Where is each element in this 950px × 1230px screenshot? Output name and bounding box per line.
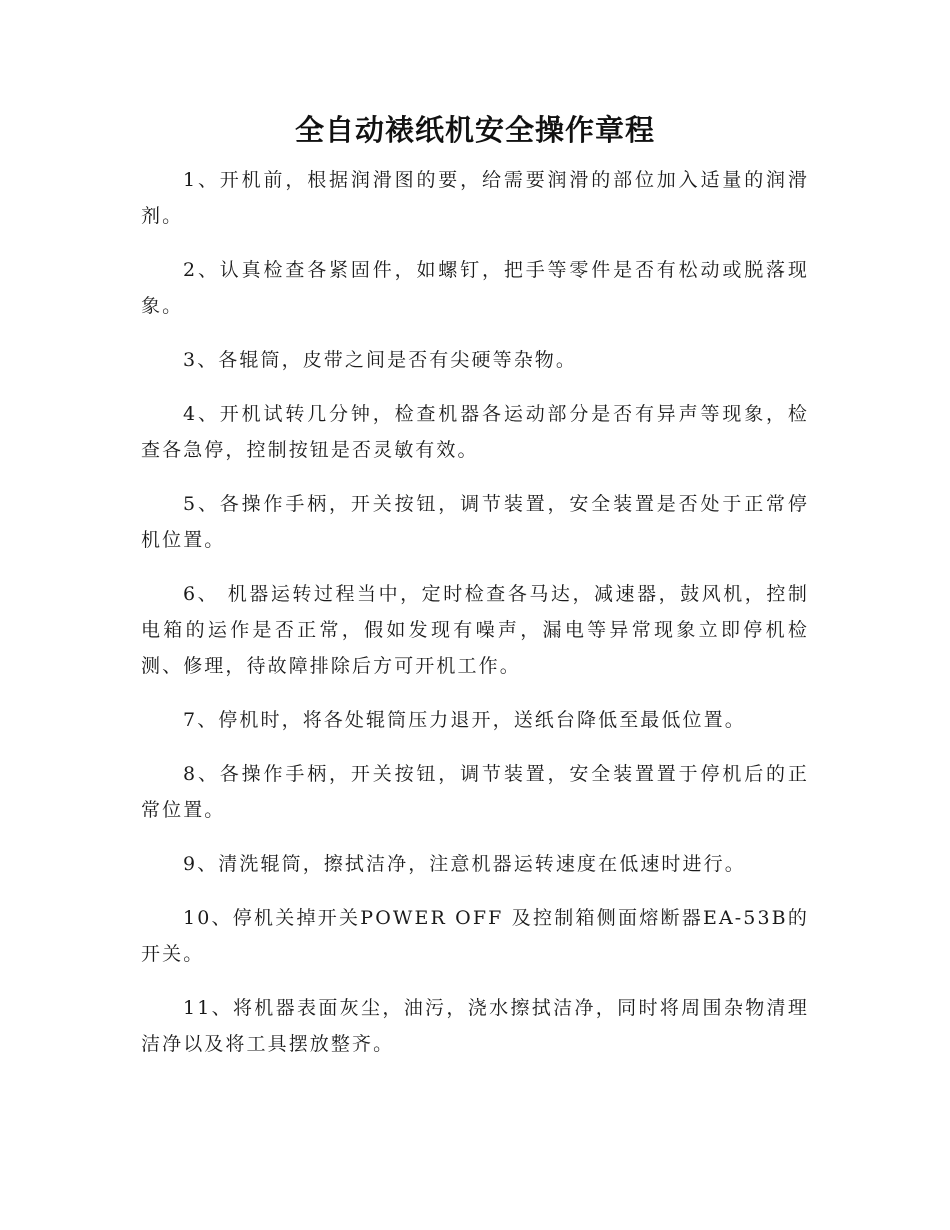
paragraph-8: 8、各操作手柄，开关按钮，调节装置，安全装置置于停机后的正常位置。	[141, 763, 809, 821]
paragraph-1: 1、开机前，根据润滑图的要，给需要润滑的部位加入适量的润滑剂。	[141, 169, 809, 227]
paragraph-11: 11、将机器表面灰尘，油污，浇水擦拭洁净，同时将周围杂物清理洁净以及将工具摆放整齐。	[141, 997, 809, 1055]
paragraph-9: 9、清洗辊筒，擦拭洁净，注意机器运转速度在低速时进行。	[183, 853, 746, 875]
paragraph-2: 2、认真检查各紧固件，如螺钉，把手等零件是否有松动或脱落现象。	[141, 259, 809, 317]
document-title: 全自动裱纸机安全操作章程	[294, 113, 655, 147]
document-body	[141, 162, 809, 1080]
paragraph-4: 4、开机试转几分钟，检查机器各运动部分是否有异声等现象，检查各急停，控制按钮是否灵敏有效。	[141, 403, 809, 461]
paragraph-3: 3、各辊筒，皮带之间是否有尖硬等杂物。	[183, 349, 577, 371]
paragraph-5: 5、各操作手柄，开关按钮，调节装置，安全装置是否处于正常停机位置。	[141, 493, 809, 551]
paragraph-10: 10、停机关掉开关POWER OFF 及控制箱侧面熔断器EA-53B的开关。	[141, 907, 809, 965]
paragraph-7: 7、停机时，将各处辊筒压力退开，送纸台降低至最低位置。	[183, 709, 746, 731]
paragraph-6: 6、 机器运转过程当中，定时检查各马达，减速器，鼓风机，控制电箱的运作是否正常，假如发现有噪声，漏电等异常现象立即停机检测、修理，待故障排除后方可开机工作。	[141, 583, 809, 677]
